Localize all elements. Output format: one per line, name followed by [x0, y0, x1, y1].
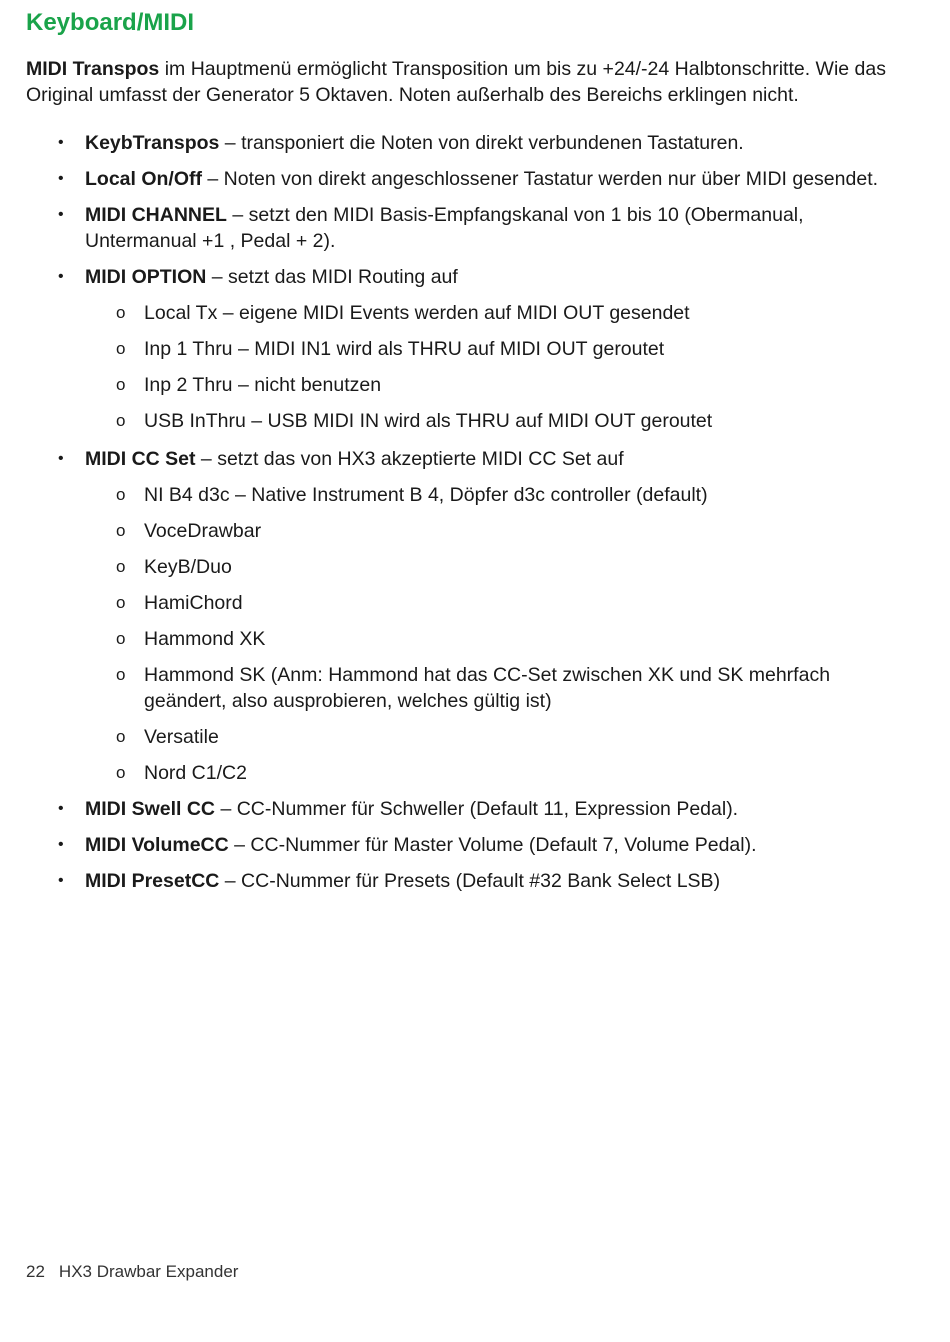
sub-bullet-icon: o — [116, 485, 126, 504]
sub-bullet-icon: o — [116, 593, 126, 612]
sub-bullet-icon: o — [116, 665, 126, 684]
item-text: – CC-Nummer für Master Volume (Default 7, Volume Pedal). — [228, 834, 757, 856]
page-title: Keyboard/MIDI — [26, 9, 195, 36]
bullet-icon: • — [58, 800, 64, 817]
list-item-midi-volumecc — [26, 832, 886, 858]
list-item-keybtranspos — [26, 130, 886, 156]
item-term: Local On/Off — [85, 168, 202, 190]
sub-item: o Hammond XK — [116, 628, 266, 650]
item-term: MIDI OPTION — [85, 266, 207, 288]
page-footer — [26, 1260, 238, 1284]
midi-option-sublist — [85, 300, 886, 434]
settings-list — [26, 130, 886, 904]
list-item-midi-channel — [26, 202, 886, 254]
bullet-icon: • — [58, 206, 64, 223]
item-text: – setzt das MIDI Routing auf — [206, 266, 458, 288]
sub-bullet-icon: o — [116, 411, 126, 430]
item-text: – CC-Nummer für Schweller (Default 11, Expression Pedal). — [215, 798, 739, 820]
item-text: – CC-Nummer für Presets (Default #32 Bank Select LSB) — [219, 870, 721, 892]
intro-term: MIDI Transpos — [26, 58, 160, 80]
bullet-icon: • — [58, 872, 64, 889]
sub-item: o VoceDrawbar — [116, 520, 262, 542]
sub-item: o USB InThru – USB MIDI IN wird als THRU auf MIDI OUT geroutet — [116, 410, 713, 432]
item-term: MIDI PresetCC — [85, 870, 220, 892]
item-term: MIDI CC Set — [85, 448, 196, 470]
list-item-midi-option — [26, 264, 886, 434]
sub-item: o NI B4 d3c – Native Instrument B 4, Döpfer d3c controller (default) — [116, 484, 708, 506]
item-term: MIDI CHANNEL — [85, 204, 227, 226]
sub-item: o Local Tx – eigene MIDI Events werden auf MIDI OUT gesendet — [116, 302, 690, 324]
footer-doc-title: HX3 Drawbar Expander — [58, 1262, 239, 1281]
sub-item: o Nord C1/C2 — [116, 762, 247, 784]
bullet-icon: • — [58, 268, 64, 285]
list-item-local-onoff — [26, 166, 886, 192]
sub-bullet-icon: o — [116, 629, 126, 648]
sub-bullet-icon: o — [116, 303, 126, 322]
sub-bullet-icon: o — [116, 727, 126, 746]
intro-paragraph — [26, 56, 896, 108]
sub-item: o Inp 2 Thru – nicht benutzen — [116, 374, 382, 396]
sub-bullet-icon: o — [116, 763, 126, 782]
sub-bullet-icon: o — [116, 375, 126, 394]
sub-item: o KeyB/Duo — [116, 556, 232, 578]
sub-item: o Versatile — [116, 726, 219, 748]
bullet-icon: • — [58, 134, 64, 151]
sub-item: o Hammond SK (Anm: Hammond hat das CC-Set zwischen XK und SK mehrfach geändert, also ausprobieren, welches gültig ist) — [116, 664, 831, 712]
item-text: – transponiert die Noten von direkt verbundenen Tastaturen. — [219, 132, 744, 154]
item-term: MIDI VolumeCC — [85, 834, 229, 856]
item-text: – setzt den MIDI Basis-Empfangskanal von 1 bis 10 (Obermanual, Untermanual +1 , Pedal + 2). — [85, 204, 804, 252]
intro-text: im Hauptmenü ermöglicht Transposition um bis zu +24/-24 Halbtonschritte. Wie das Original umfasst der Generator 5 Oktaven. Noten außerhalb des Bereichs erklingen nicht. — [26, 58, 886, 106]
sub-bullet-icon: o — [116, 521, 126, 540]
sub-item: o Inp 1 Thru – MIDI IN1 wird als THRU auf MIDI OUT geroutet — [116, 338, 665, 360]
bullet-icon: • — [58, 450, 64, 467]
cc-set-sublist — [85, 482, 886, 786]
list-item-midi-swell-cc — [26, 796, 886, 822]
item-text: – setzt das von HX3 akzeptierte MIDI CC Set auf — [195, 448, 624, 470]
bullet-icon: • — [58, 836, 64, 853]
item-term: MIDI Swell CC — [85, 798, 216, 820]
sub-item: o HamiChord — [116, 592, 243, 614]
list-item-midi-cc-set — [26, 446, 886, 786]
page-number: 22 — [26, 1262, 45, 1281]
bullet-icon: • — [58, 170, 64, 187]
item-text: – Noten von direkt angeschlossener Tastatur werden nur über MIDI gesendet. — [202, 168, 879, 190]
list-item-midi-presetcc — [26, 868, 886, 894]
sub-bullet-icon: o — [116, 339, 126, 358]
item-term: KeybTranspos — [85, 132, 220, 154]
sub-bullet-icon: o — [116, 557, 126, 576]
